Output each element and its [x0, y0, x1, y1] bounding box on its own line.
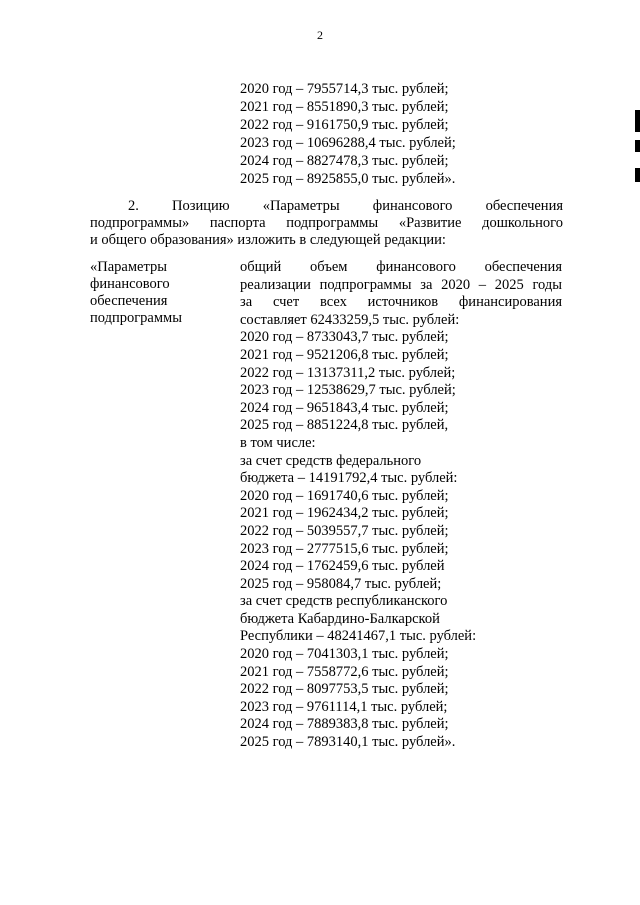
list-item: 2023 год – 10696288,4 тыс. рублей; [240, 135, 456, 151]
including-label: в том числе: [240, 434, 316, 451]
scan-edge-mark [635, 140, 640, 152]
total-text-line: общий объем финансового обеспечения [240, 259, 562, 275]
federal-year-item: 2022 год – 5039557,7 тыс. рублей; [240, 522, 449, 539]
regional-heading: бюджета Кабардино-Балкарской [240, 610, 440, 627]
federal-heading: за счет средств федерального [240, 452, 422, 469]
federal-year-item: 2020 год – 1691740,6 тыс. рублей; [240, 487, 449, 504]
total-text-line: реализации подпрограммы за 2020 – 2025 годы [240, 276, 562, 293]
paragraph-2-line-2: подпрограммы» паспорта подпрограммы «Развитие дошкольного [90, 215, 563, 231]
total-text-line: за счет всех источников финансирования [240, 294, 562, 311]
scan-edge-mark [635, 110, 640, 132]
regional-heading: за счет средств республиканского [240, 593, 448, 610]
regional-year-item: 2021 год – 7558772,6 тыс. рублей; [240, 663, 449, 680]
page-number: 2 [317, 28, 323, 42]
list-item: 2021 год – 8551890,3 тыс. рублей; [240, 99, 449, 115]
scan-edge-mark [635, 168, 640, 182]
paragraph-2-line-1: 2. Позицию «Параметры финансового обеспечения [128, 198, 563, 214]
federal-heading: бюджета – 14191792,4 тыс. рублей: [240, 470, 458, 487]
regional-year-item: 2025 год – 7893140,1 тыс. рублей». [240, 734, 456, 751]
total-year-item: 2021 год – 9521206,8 тыс. рублей; [240, 346, 449, 363]
federal-year-item: 2021 год – 1962434,2 тыс. рублей; [240, 505, 449, 522]
federal-year-item: 2024 год – 1762459,6 тыс. рублей [240, 558, 445, 575]
regional-heading: Республики – 48241467,1 тыс. рублей: [240, 628, 477, 645]
paragraph-2-line-3: и общего образования» изложить в следующей редакции: [90, 232, 446, 248]
paragraph-2 [90, 198, 563, 249]
regional-year-item: 2022 год – 8097753,5 тыс. рублей; [240, 681, 449, 698]
list-item: 2024 год – 8827478,3 тыс. рублей; [240, 153, 449, 169]
table-left-label: «Параметры финансового обеспечения подпрограммы [90, 259, 182, 326]
federal-year-item: 2025 год – 958084,7 тыс. рублей; [240, 575, 442, 592]
total-year-item: 2023 год – 12538629,7 тыс. рублей; [240, 382, 456, 399]
list-item: 2020 год – 7955714,3 тыс. рублей; [240, 81, 449, 97]
federal-year-item: 2023 год – 2777515,6 тыс. рублей; [240, 540, 449, 557]
list-item: 2022 год – 9161750,9 тыс. рублей; [240, 117, 449, 133]
regional-year-item: 2020 год – 7041303,1 тыс. рублей; [240, 646, 449, 663]
regional-year-item: 2024 год – 7889383,8 тыс. рублей; [240, 716, 449, 733]
regional-year-item: 2023 год – 9761114,1 тыс. рублей; [240, 698, 448, 715]
total-year-item: 2020 год – 8733043,7 тыс. рублей; [240, 329, 449, 346]
top-year-list [240, 80, 456, 188]
total-year-item: 2022 год – 13137311,2 тыс. рублей; [240, 364, 456, 381]
total-year-item: 2024 год – 9651843,4 тыс. рублей; [240, 399, 449, 416]
total-text-line: составляет 62433259,5 тыс. рублей: [240, 311, 460, 328]
total-year-item: 2025 год – 8851224,8 тыс. рублей, [240, 417, 449, 434]
table-right-content [240, 259, 562, 752]
list-item: 2025 год – 8925855,0 тыс. рублей». [240, 171, 456, 187]
